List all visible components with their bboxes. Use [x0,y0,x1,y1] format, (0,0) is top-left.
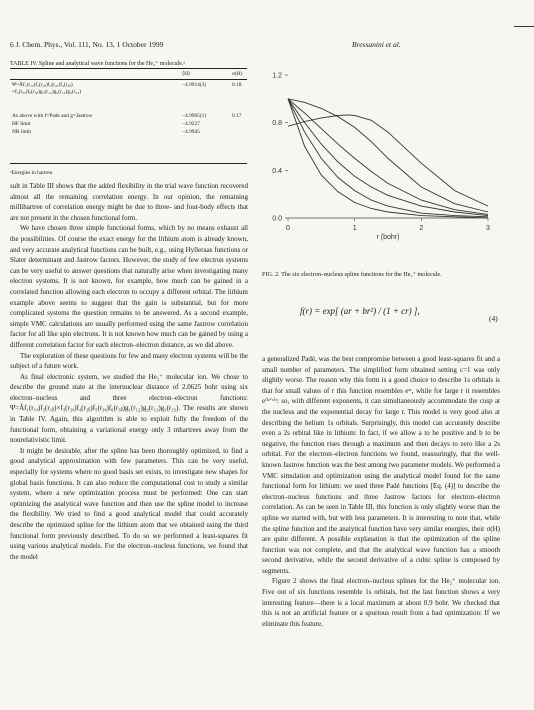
x-axis-label: r (bohr) [376,234,400,241]
table-cell: −4.9945 [182,129,200,135]
series-line-4 [288,99,488,215]
table-bottom-rule [10,163,247,164]
left-column-text [10,181,248,562]
table-cell: Ψ=Âf₁(r₁ₐ)f₂(r₁ᵦ)f₃(r₂ₐ)f₄(r₂ᵦ) [12,82,73,88]
x-tick-label: 0 [286,225,290,232]
paragraph: As final electronic system, we studied the He₂⁺ molecular ion. We chose to describe the ground state at the internuclear distance of 2.0625 bohr using six electron–nucleus and three electron–electron functions: Ψ=Âf₁(r₁ₐ)f₂(r₁ᵦ)×f₃(r₂ₐ)f₄(r₂ᵦ)f₅(r₃ₐ)f₆(r₃ᵦ)g₁(r₁₂)g₂(r₁₃)g₃(r₂₃). The results are shown in Table IV. Again, this algorithm is able to exploit fully the freedom of the functional form, obtaining a variational energy only 3 mhartrees away from the nonrelativistic limit. [10,372,248,445]
y-tick-label: 0.0 [272,215,282,223]
table-cell: As above with f=Pade and g=Jastrow [12,113,93,119]
corner-rule [514,26,534,27]
paragraph: Figure 2 shows the final electron–nucleus splines for the He₂⁺ molecular ion. Five out of six functions resemble 1s orbitals, but the last function shows a very interesting feature—there is a local maximum at about 0.9 bohr. We checked that this is not an artificial feature or a spurious result from a bad optimization: If we eliminate this feature, [262,577,500,628]
table-mid-rule [10,79,247,80]
spline-chart [260,60,510,260]
series-line-3 [288,99,488,216]
paragraph: sult in Table III shows that the added flexibility in the trial wave function recovered almost all the remaining correlation energy. In our opinion, the remaining millihartree of correlation energy might be due to three- and four-body effects that are not present in the chosen functional form. [10,182,248,222]
table-top-rule [10,68,247,69]
table-cell: NR limit [12,129,32,135]
table-cell: −4.9905(1) [182,113,207,119]
table-cell: HF limit [12,121,31,127]
right-column-text [262,354,500,629]
table-cell: 0.17 [232,113,242,119]
series-line-6 [288,115,488,206]
x-tick-label: 2 [419,225,424,232]
y-tick-label: 0.8 [272,120,282,128]
table-caption: TABLE IV. Spline and analytical wave functions for the He₂⁺ molecule.ᵃ [10,61,185,67]
equation-4: f(r) = exp[ (ar + br²) / (1 + cr) ], [300,306,420,316]
table-col-sigma: σ(H) [232,71,243,77]
table-cell: 0.18 [232,82,242,88]
paragraph: It might be desirable, after the spline has been thoroughly optimized, to find a good analytical approximation with few parameters. This can be very useful, especially for systems where no good basis set exists, to investigate new shapes for global basis functions. It can also reduce the computational cost to study a similar system, where a new optimization process must be performed: One can start optimizing the analytical wave function and then use the spline model to increase the flexibility. We tried to find a good analytical model that could accurately describe the optimized spline for the lithium atom that we obtained using the third functional form previously described. To do so we performed a least-squares fit using various analytical models. For the electron–nucleus functions, we found that the model [10,446,248,561]
paragraph: We have chosen three simple functional forms, which by no means exhaust all the possibilities. Of course the exact energy for the lithium atom is already known, and very accurate analytical functions can be built, e.g., using Hylleraas functions or Slater determinant and Jastrow factors. However, the study of few electron systems can be very useful to answer questions that naturally arise when investigating many electron systems. It is not known, for example, how much can be gained in a correlated function allowing each electron to occupy a different orbital. The lithium example above seems to suggest that the gain is substantial, but for more complicated systems the question remains to be answered. As a second example, simple VMC calculations are usually performed using the same Jastrow correlation factor for all like spin electrons. It is not known how much can be gained by using a different correlation factor for each electron–electron distance, as we did above. [10,224,248,349]
y-tick-label: 0.4 [272,167,282,175]
x-tick-label: 1 [352,225,357,232]
running-header-right: Bressanini et al. [352,40,401,49]
running-header-left: 6 J. Chem. Phys., Vol. 111, No. 13, 1 October 1999 [10,40,164,49]
figure-caption: FIG. 2. The six electron–nucleus spline functions for the He₂⁺ molecule. [262,271,442,278]
table-cell: −4.9914(3) [182,82,207,88]
table-cell: ×f₅(r₃ₐ)f₆(r₃ᵦ)g₁(r₁₂)g₂(r₁₃)g₃(r₂₃) [12,89,82,95]
paragraph: The exploration of these questions for few and many electron systems will be the subject of a future work. [10,351,248,371]
y-tick-label: 1.2 [272,72,282,80]
equation-number: (4) [489,314,498,323]
table-cell: −4.9227 [182,121,200,127]
paragraph: a generalized Padé, was the best compromise between a good least-squares fit and a small number of parameters. The simplified form obtained setting c=1 was only slightly worse. The reason why this form is a good choice to describe 1s orbitals is that for small values of r this function resembles eᵃʳ, while for large r it resembles e⁽ᵇᐟᶜ⁾ʳ: so, with different exponents, it can simultaneously accommodate the cusp at the nucleus and the exponential decay for large r. This model is very good also at describing the helium 1s orbitals. Surprisingly, this model can accurately describe even a 2s orbital like in lithium: In fact, if we allow a to be positive and b to be negative, the function rises through a maximum and then decays to zero like a 2s orbital. For the electron–electron functions we found, reassuringly, that the well-known Jastrow function was the best among two parameter models. We performed a VMC simulation and optimization using the analytical model found for the same functional form for lithium: we used three Padé functions [Eq. (4)] to describe the electron–nucleus functions and three Jastrow factors for electron–electron correlation. As can be seen in Table III, this function is only slightly worse than the spline we started with, but with less parameters. It is interesting to note that, while the spline function and the analytical function have very similar energies, their σ(H) are quite different. A possible explanation is that the optimization of the spline function was not complete, and that the analytical wave function has a smooth second derivative, while the second derivative of a cubic spline is composed by segments. [262,355,500,575]
table-footnote: ᵃEnergies in hartree. [10,170,54,176]
x-tick-label: 3 [486,225,490,232]
table-col-h: ⟨H⟩ [182,71,191,77]
